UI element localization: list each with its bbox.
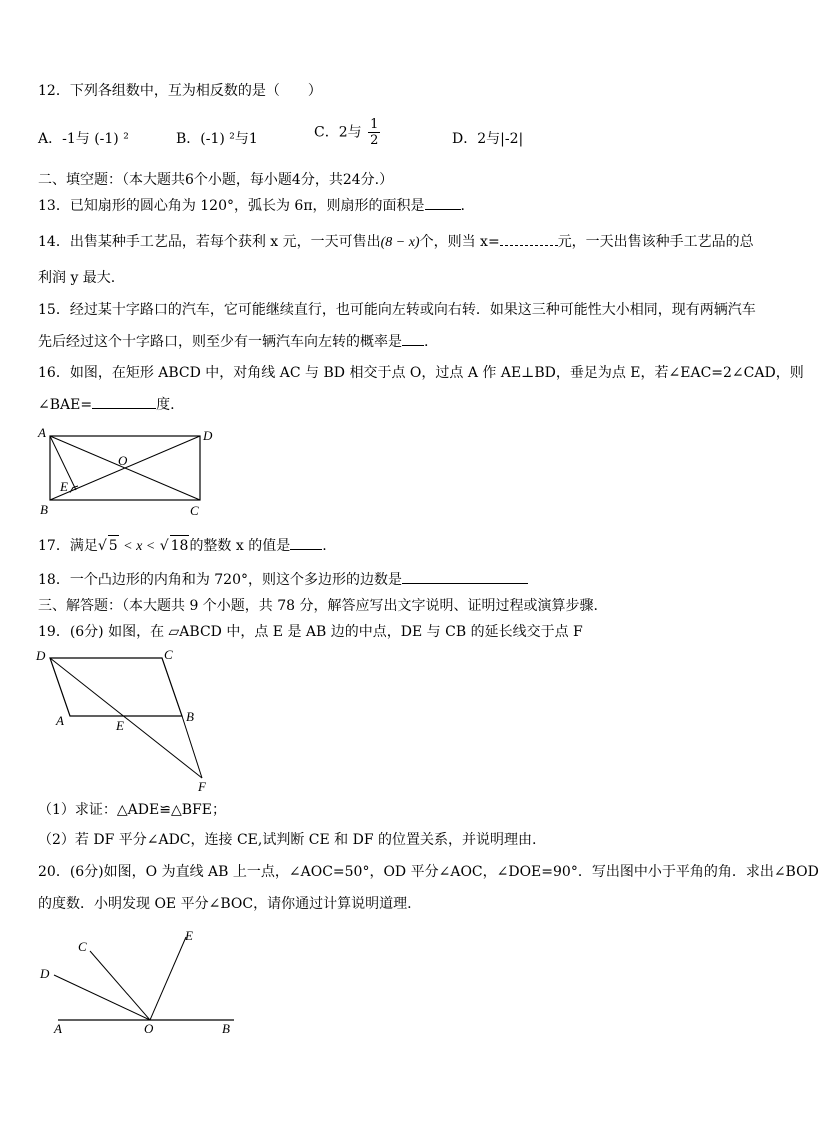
q15-line1: 15．经过某十字路口的汽车，它可能继续直行，也可能向左转或向右转．如果这三种可能性大小相同，现有两辆汽车 bbox=[38, 302, 756, 318]
q15-line2: 先后经过这个十字路口，则至少有一辆汽车向左转的概率是 . bbox=[38, 334, 429, 350]
q14-line1: 14．出售某种手工艺品，若每个获利 x 元，一天可售出(8 − x)个，则当 x= 元，一天出售该种手工艺品的总 bbox=[38, 234, 754, 250]
q19-part2: （2）若 DF 平分∠ADC，连接 CE,试判断 CE 和 DF 的位置关系，并说明理由. bbox=[38, 832, 537, 848]
label-c: C bbox=[78, 939, 87, 954]
q13: 13．已知扇形的圆心角为 120°，弧长为 6π，则扇形的面积是 . bbox=[38, 198, 465, 214]
q16-line2: ∠BAE= 度. bbox=[38, 397, 175, 413]
label-o: O bbox=[144, 1021, 154, 1036]
figure-parallelogram-abcd bbox=[30, 645, 230, 795]
label-c: C bbox=[164, 647, 173, 662]
label-b: B bbox=[186, 709, 194, 724]
q14-line2: 利润 y 最大. bbox=[38, 270, 116, 286]
section-solution-heading: 三、解答题：（本大题共 9 个小题，共 78 分，解答应写出文字说明、证明过程或演算步骤. bbox=[38, 598, 598, 614]
figure-angles-aob bbox=[30, 925, 250, 1040]
q20-line1: 20．(6分)如图，O 为直线 AB 上一点，∠AOC=50°，OD 平分∠AOC，∠DOE=90°．写出图中小于平角的角．求出∠BOD bbox=[38, 864, 819, 880]
label-c: C bbox=[190, 503, 199, 518]
label-e: E bbox=[185, 928, 193, 943]
figure-rectangle-abcd bbox=[30, 422, 213, 522]
q12-option-a: A．-1与 (-1) ² bbox=[38, 131, 129, 147]
q12-option-d: D．2与|-2| bbox=[452, 131, 524, 147]
q17: 17．满足√ 5 < x < √ 18的整数 x 的值是 . bbox=[38, 535, 327, 557]
label-d: D bbox=[203, 428, 213, 443]
q19-stem: 19．(6分) 如图，在 ▱ABCD 中，点 E 是 AB 边的中点，DE 与 CB 的延长线交于点 F bbox=[38, 624, 583, 640]
label-d: D bbox=[40, 966, 50, 981]
label-f: F bbox=[198, 779, 206, 794]
fraction-one-half: $\frac{1}{2}$ bbox=[370, 117, 379, 148]
label-a: A bbox=[54, 1021, 62, 1036]
section-fill-in-heading: 二、填空题：（本大题共6个小题，每小题4分，共24分.） bbox=[38, 172, 394, 188]
label-b: B bbox=[40, 502, 48, 517]
label-d: D bbox=[36, 648, 46, 663]
label-o: O bbox=[118, 453, 128, 468]
q16-line1: 16．如图，在矩形 ABCD 中，对角线 AC 与 BD 相交于点 O，过点 A 作 AE⊥BD，垂足为点 E，若∠EAC=2∠CAD，则 bbox=[38, 365, 804, 381]
q19-part1: （1）求证：△ADE≌△BFE； bbox=[38, 802, 226, 818]
q12-option-c: C．2与 $\frac{1}{2}$ bbox=[314, 117, 379, 148]
label-a: A bbox=[38, 425, 46, 440]
q18: 18．一个凸边形的内角和为 720°，则这个多边形的边数是 bbox=[38, 570, 528, 590]
label-e: E bbox=[116, 718, 124, 733]
q20-line2: 的度数．小明发现 OE 平分∠BOC，请你通过计算说明道理. bbox=[38, 896, 412, 912]
label-e: E bbox=[60, 479, 68, 494]
q12-option-b: B．(-1) ²与1 bbox=[176, 131, 258, 147]
q12-stem: 12．下列各组数中，互为相反数的是（ ） bbox=[38, 83, 322, 99]
label-b: B bbox=[222, 1021, 230, 1036]
label-a: A bbox=[56, 713, 64, 728]
